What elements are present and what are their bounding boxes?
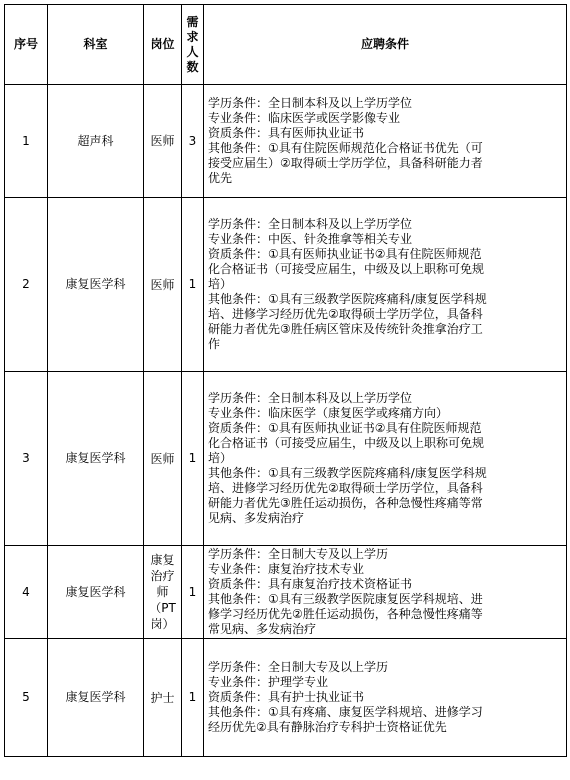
requirement-line: 专业条件：中医、针灸推拿等相关专业 [208,232,413,246]
row-requirements [204,639,567,757]
requirement-line: 学历条件：全日制本科及以上学历学位 [208,96,413,110]
requirement-line: 接受应届生）②取得硕士学历学位，具备科研能力者 [208,156,483,170]
post-text: 医师 [150,451,175,466]
header-post: 岗位 [144,5,182,85]
row-no: 2 [5,198,48,372]
requirement-line: 学历条件：全日制本科及以上学历学位 [208,217,413,231]
row-dept: 康复医学科 [48,546,144,639]
requirement-line: 培、进修学习经历优先②取得硕士学历学位，具备科 [208,481,483,495]
requirement-line: 培、进修学习经历优先②取得硕士学历学位，具备科 [208,307,483,321]
requirement-line: 学历条件：全日制大专及以上学历 [208,547,389,561]
header-dept: 科室 [48,5,144,85]
recruitment-table [4,4,567,757]
requirement-line: 学历条件：全日制本科及以上学历学位 [208,391,413,405]
row-post [144,85,182,198]
header-count-char: 数 [186,59,199,74]
post-text: 康复 [150,553,175,567]
table-row [5,639,567,757]
row-dept: 超声科 [48,85,144,198]
requirement-line: 资质条件：①具有医师执业证书②具有住院医师规范 [208,247,482,261]
table-row [5,372,567,546]
row-count: 1 [182,546,204,639]
requirement-line: 其他条件：①具有住院医师规范化合格证书优先（可 [208,141,483,155]
requirement-line: 培） [208,277,233,291]
requirement-line: 其他条件：①具有三级教学医院康复医学科规培、进 [208,592,483,606]
requirement-line: 资质条件：具有康复治疗技术资格证书 [208,577,413,591]
post-text: （PT [149,601,176,615]
row-post [144,546,182,639]
row-requirements [204,372,567,546]
requirement-line: 其他条件：①具有三级教学医院疼痛科/康复医学科规 [208,292,487,306]
row-requirements [204,546,567,639]
header-row [5,5,567,85]
post-text: 医师 [150,277,175,292]
row-post [144,198,182,372]
row-count: 1 [182,198,204,372]
requirement-line: 常见病、多发病治疗 [208,622,317,636]
row-dept: 康复医学科 [48,372,144,546]
requirement-line: 资质条件：具有护士执业证书 [208,690,365,704]
requirement-line: 研能力者优先③胜任病区管床及传统针灸推拿治疗工 [208,322,483,336]
requirement-line: 资质条件：具有医师执业证书 [208,126,365,140]
requirement-line: 作 [208,337,221,351]
row-dept: 康复医学科 [48,198,144,372]
requirement-line: 其他条件：①具有疼痛、康复医学科规培、进修学习 [208,705,483,719]
header-count-char: 求 [186,29,199,44]
requirement-line: 化合格证书（可接受应届生，中级及以上职称可免规 [208,262,485,276]
requirement-line: 化合格证书（可接受应届生，中级及以上职称可免规 [208,436,485,450]
row-count: 1 [182,639,204,757]
table-row [5,546,567,639]
requirement-line: 资质条件：①具有医师执业证书②具有住院医师规范 [208,421,482,435]
post-text: 护士 [150,690,175,705]
table-row [5,85,567,198]
requirement-line: 修学习经历优先②胜任运动损伤，各种急慢性疼痛等 [208,607,483,621]
row-no: 5 [5,639,48,757]
requirement-line: 专业条件：临床医学（康复医学或疼痛方向） [208,406,449,420]
post-text: 治疗 [150,569,175,583]
header-count-char: 人 [186,44,199,59]
header-no: 序号 [5,5,48,85]
row-post [144,639,182,757]
requirement-line: 学历条件：全日制大专及以上学历 [208,660,389,674]
row-count: 3 [182,85,204,198]
row-requirements [204,198,567,372]
row-count: 1 [182,372,204,546]
requirement-line: 其他条件：①具有三级教学医院疼痛科/康复医学科规 [208,466,487,480]
requirement-line: 培） [208,451,233,465]
row-no: 3 [5,372,48,546]
row-requirements [204,85,567,198]
row-dept: 康复医学科 [48,639,144,757]
requirement-line: 专业条件：护理学专业 [208,675,329,689]
table-row [5,198,567,372]
header-count [182,5,204,85]
row-post [144,372,182,546]
row-no: 1 [5,85,48,198]
requirement-line: 专业条件：临床医学或医学影像专业 [208,111,401,125]
requirement-line: 研能力者优先③胜任运动损伤，各种急慢性疼痛等常 [208,496,483,510]
requirement-line: 经历优先②具有静脉治疗专科护士资格证优先 [208,720,447,734]
header-requirements: 应聘条件 [204,5,567,85]
row-no: 4 [5,546,48,639]
post-text: 岗） [150,617,175,631]
requirement-line: 见病、多发病治疗 [208,511,305,525]
requirement-line: 专业条件：康复治疗技术专业 [208,562,365,576]
header-count-char: 需 [186,14,199,29]
requirement-line: 优先 [208,171,233,185]
post-text: 师 [156,585,169,599]
recruitment-table-sheet [4,4,567,757]
post-text: 医师 [150,134,175,148]
